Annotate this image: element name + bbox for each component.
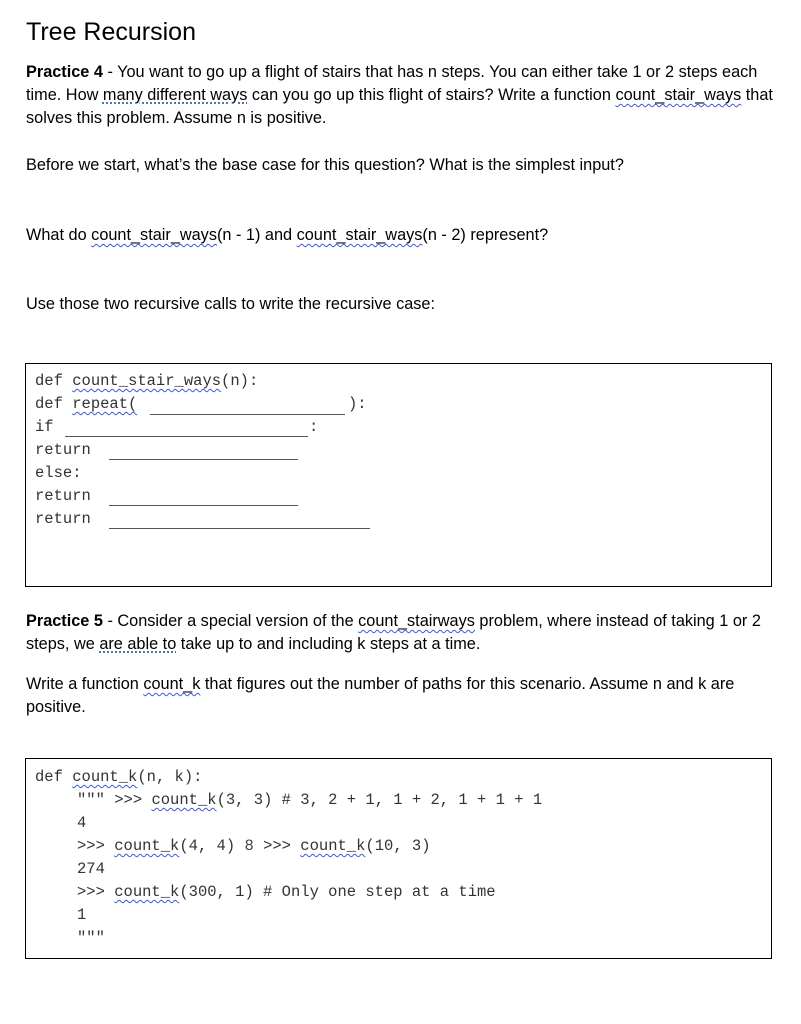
code-colon: :	[309, 418, 319, 436]
practice-4-text-c: that solves this problem. Assume n is positive.	[26, 86, 773, 127]
function-name: repeat	[72, 395, 129, 413]
recursive-calls-question	[26, 224, 776, 247]
dash: -	[102, 612, 118, 630]
code-line-2	[35, 395, 137, 413]
practice-5-text-b: problem, where instead of taking 1 or 2 steps, we	[26, 612, 761, 653]
code-line-6	[77, 883, 496, 901]
code-paren: ):	[348, 395, 367, 413]
prompt: >>>	[253, 837, 301, 855]
code-output: 4	[77, 814, 87, 832]
q2-pre: What do	[26, 226, 92, 244]
prompt: >>>	[77, 883, 115, 901]
keyword: def	[35, 768, 73, 786]
dash: -	[102, 63, 118, 81]
q4-pre: Write a function	[26, 675, 144, 693]
keyword: def	[35, 372, 73, 390]
practice-4-underlined: many different ways	[102, 86, 248, 104]
function-name: count_k	[114, 837, 180, 855]
practice-5-prompt	[26, 610, 776, 656]
code-line-4: return	[35, 441, 91, 459]
function-name: count_stair_ways	[91, 226, 217, 244]
practice-4-prompt	[26, 61, 776, 130]
code-box-count-k	[25, 758, 772, 959]
function-name: count_k	[114, 883, 180, 901]
code-output: 274	[77, 860, 105, 878]
code-args: (3, 3) # 3, 2 + 1, 1 + 2, 1 + 1 + 1	[216, 791, 543, 809]
practice-5-text-a: Consider a special version of the	[117, 612, 359, 630]
code-line-2	[77, 791, 542, 809]
practice-4-text-a: You want to go up a flight of stairs that has n steps. You can either take 1 or 2 steps each time. How	[26, 63, 758, 104]
blank-line[interactable]	[150, 414, 345, 415]
practice-5-text-c: take up to and including k steps at a time.	[176, 635, 481, 653]
prompt: >>>	[114, 791, 152, 809]
code-line-1	[35, 768, 202, 786]
practice-5-label: Practice 5	[26, 612, 103, 630]
code-line-6: return	[35, 487, 91, 505]
function-name: count_k	[151, 791, 217, 809]
docstring-quotes: """	[77, 791, 115, 809]
recursive-case-instruction: Use those two recursive calls to write the recursive case:	[26, 295, 435, 313]
code-args: (4, 4)	[179, 837, 245, 855]
function-name: count_stair_ways	[296, 226, 423, 244]
q2-mid: (n - 1) and	[216, 226, 297, 244]
code-args: (n, k):	[137, 768, 203, 786]
code-args: (10, 3)	[365, 837, 431, 855]
practice-5-underlined: are able to	[99, 635, 177, 653]
base-case-question: Before we start, what’s the base case for this question? What is the simplest input?	[26, 156, 624, 174]
code-line-7: return	[35, 510, 91, 528]
code-args: (n):	[221, 372, 259, 390]
function-name: count_stair_ways	[615, 86, 742, 104]
code-args: (300, 1) # Only one step at a time	[179, 883, 496, 901]
function-name: count_stair_ways	[72, 372, 222, 390]
code-output: 1	[77, 906, 87, 924]
blank-line[interactable]	[109, 459, 298, 460]
blank-line[interactable]	[65, 436, 308, 437]
function-name: count_k	[143, 675, 201, 693]
code-paren: (	[128, 395, 138, 413]
function-name: count_k	[300, 837, 366, 855]
docstring-quotes: """	[77, 929, 105, 947]
blank-line[interactable]	[109, 528, 370, 529]
page-title: Tree Recursion	[26, 18, 196, 46]
code-line-5: else:	[35, 464, 82, 482]
code-line-4	[77, 837, 431, 855]
prompt: >>>	[77, 837, 115, 855]
count-k-instruction	[26, 673, 776, 719]
function-name: count_k	[72, 768, 138, 786]
q4-post: that figures out the number of paths for this scenario. Assume n and k are positive.	[26, 675, 735, 716]
code-line-1	[35, 372, 258, 390]
q2-post: (n - 2) represent?	[422, 226, 549, 244]
code-output: 8	[244, 837, 254, 855]
practice-4-text-b: can you go up this flight of stairs? Write a function	[247, 86, 616, 104]
practice-4-label: Practice 4	[26, 63, 103, 81]
code-box-count-stair-ways	[25, 363, 772, 587]
function-name: count_stairways	[358, 612, 475, 630]
blank-line[interactable]	[109, 505, 298, 506]
code-line-3: if	[35, 418, 54, 436]
keyword: def	[35, 395, 73, 413]
